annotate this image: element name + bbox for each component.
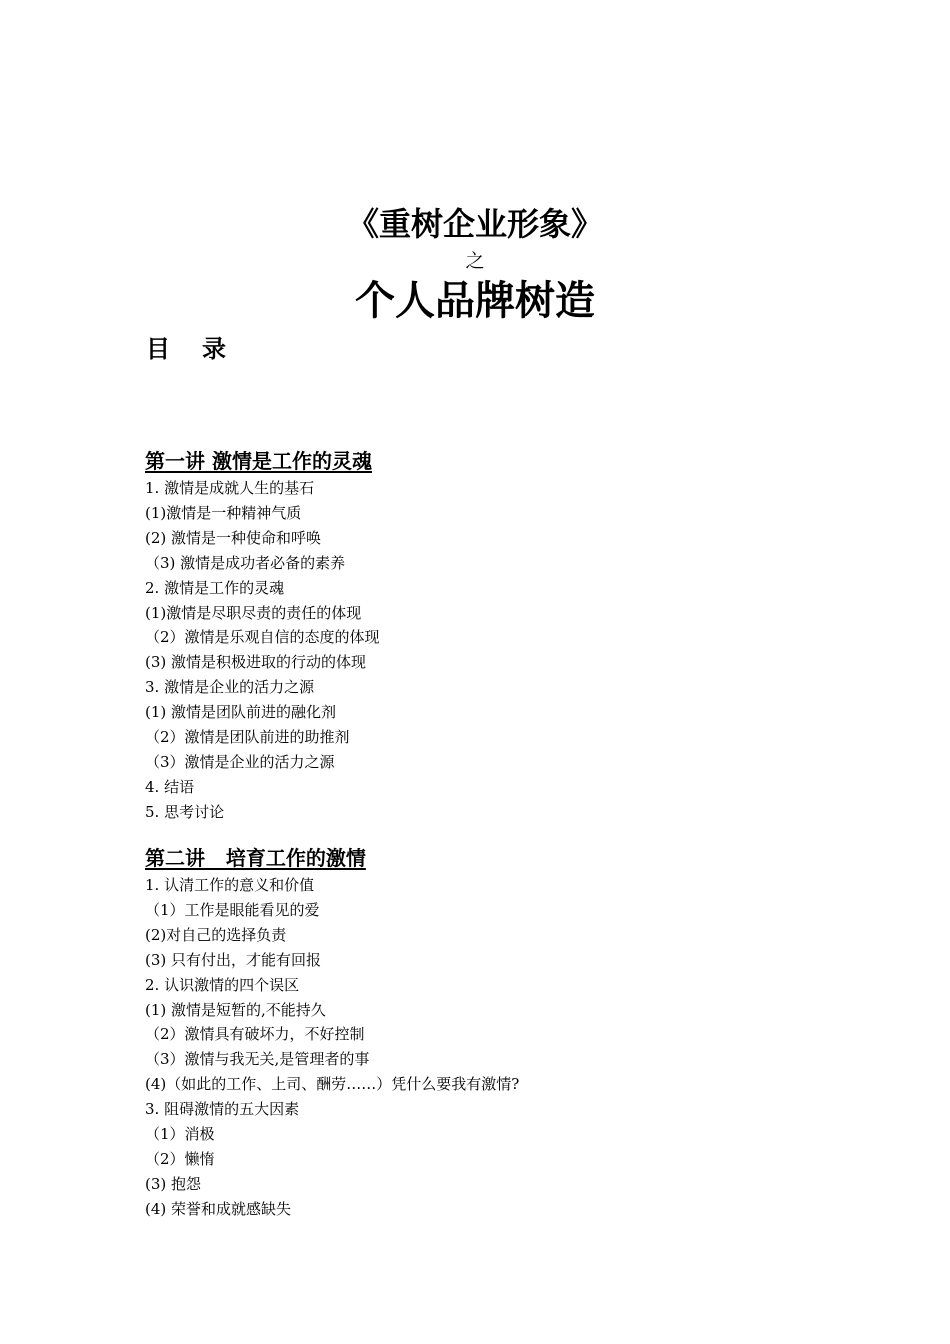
- toc-item: (3) 只有付出，才能有回报: [145, 950, 322, 969]
- toc-item: （3）激情是企业的活力之源: [145, 752, 335, 771]
- toc-item: (1)激情是一种精神气质: [145, 503, 302, 522]
- toc-item: （3) 激情是成功者必备的素养: [145, 553, 346, 572]
- toc-item: （2）激情具有破坏力，不好控制: [145, 1025, 365, 1044]
- document-sub-title: 个人品牌树造: [355, 277, 595, 324]
- toc-item: （2）懒惰: [145, 1149, 215, 1168]
- section-title: 第二讲 培育工作的激情: [145, 846, 366, 870]
- toc-item: 1. 激情是成就人生的基石: [145, 479, 315, 497]
- toc-item: 5. 思考讨论: [145, 802, 225, 821]
- toc-item: (4) 荣誉和成就感缺失: [145, 1199, 292, 1218]
- title-connector: 之: [465, 250, 485, 272]
- toc-item: （2）激情是团队前进的助推剂: [145, 728, 350, 747]
- lecture-section-2: [145, 843, 825, 1222]
- toc-item: 1. 认清工作的意义和价值: [145, 876, 315, 894]
- document-main-title: 《重树企业形象》: [346, 205, 603, 243]
- table-of-contents-heading: 目录: [146, 334, 258, 363]
- toc-item: 3. 激情是企业的活力之源: [145, 678, 315, 697]
- toc-item: (3) 抱怨: [145, 1174, 202, 1193]
- toc-item: （2）激情是乐观自信的态度的体现: [145, 628, 380, 647]
- lecture-section-1: [145, 446, 825, 825]
- toc-item: （3）激情与我无关,是管理者的事: [145, 1050, 370, 1069]
- toc-item: (1)激情是尽职尽责的责任的体现: [145, 603, 362, 622]
- toc-item: 2. 认识激情的四个误区: [145, 975, 300, 994]
- toc-item: (2) 激情是一种使命和呼唤: [145, 528, 322, 547]
- toc-item: 2. 激情是工作的灵魂: [145, 578, 285, 597]
- toc-item: （1）消极: [145, 1125, 215, 1144]
- toc-item: (3) 激情是积极进取的行动的体现: [145, 653, 367, 672]
- toc-item: (1) 激情是短暂的,不能持久: [145, 1000, 326, 1019]
- toc-item: (2)对自己的选择负责: [145, 925, 287, 944]
- toc-item: （1）工作是眼能看见的爱: [145, 900, 320, 919]
- section-title: 第一讲 激情是工作的灵魂: [145, 449, 372, 473]
- toc-item: 4. 结语: [145, 777, 195, 796]
- toc-item: (1) 激情是团队前进的融化剂: [145, 703, 337, 722]
- toc-item: 3. 阻碍激情的五大因素: [145, 1100, 300, 1119]
- toc-item: (4)（如此的工作、上司、酬劳……）凭什么要我有激情?: [145, 1075, 520, 1094]
